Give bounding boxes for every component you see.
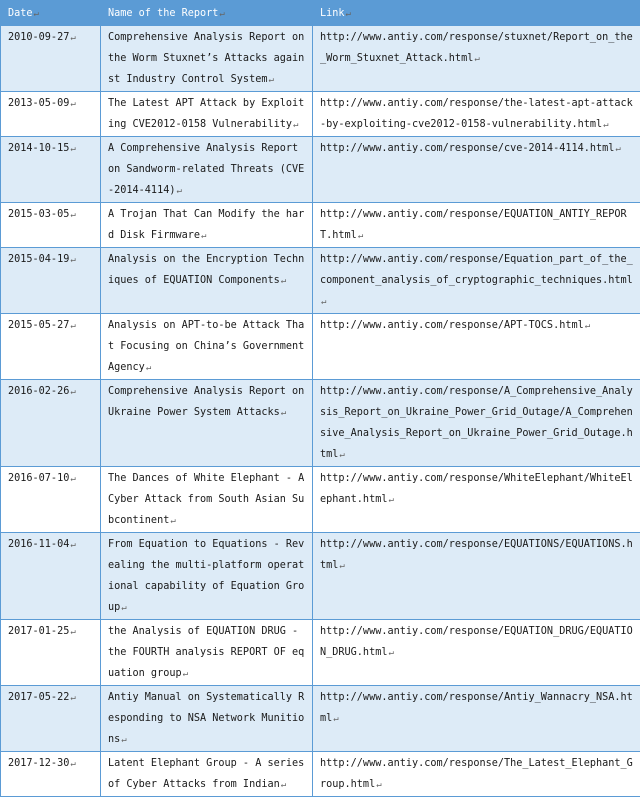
paragraph-mark-icon: ↵	[70, 540, 75, 550]
report-date: 2015-04-19	[8, 254, 69, 265]
link-cell[interactable]	[313, 203, 640, 248]
paragraph-mark-icon: ↵	[70, 387, 75, 397]
report-name-cell	[101, 620, 313, 686]
paragraph-mark-icon: ↵	[281, 780, 286, 790]
date-cell	[1, 620, 101, 686]
header-name: Name of the Report↵	[101, 1, 313, 26]
header-link: Link↵	[313, 1, 640, 26]
paragraph-mark-icon: ↵	[339, 561, 344, 571]
paragraph-mark-icon: ↵	[70, 759, 75, 769]
report-name: Comprehensive Analysis Report on the Worm Stuxnet’s Attacks against Industry Control System	[108, 32, 304, 85]
paragraph-mark-icon: ↵	[70, 321, 75, 331]
table-header	[1, 1, 640, 26]
report-date: 2010-09-27	[8, 32, 69, 43]
paragraph-mark-icon: ↵	[293, 120, 298, 130]
table-body	[1, 26, 640, 797]
report-link[interactable]: http://www.antiy.com/response/stuxnet/Report_on_the_Worm_Stuxnet_Attack.html	[320, 32, 633, 64]
table-row	[1, 26, 640, 92]
paragraph-mark-icon: ↵	[70, 144, 75, 154]
paragraph-mark-icon: ↵	[70, 33, 75, 43]
paragraph-mark-icon: ↵	[70, 693, 75, 703]
paragraph-mark-icon: ↵	[176, 186, 181, 196]
paragraph-mark-icon: ↵	[388, 495, 393, 505]
report-link[interactable]: http://www.antiy.com/response/A_Comprehensive_Analysis_Report_on_Ukraine_Power_Grid_Outage/A_Comprehensive_Analysis_Report_on_Ukraine_Power_Grid_Outage.html	[320, 386, 633, 460]
paragraph-mark-icon: ↵	[70, 627, 75, 637]
report-name-cell	[101, 26, 313, 92]
date-cell	[1, 248, 101, 314]
report-link[interactable]: http://www.antiy.com/response/cve-2014-4114.html	[320, 143, 614, 154]
paragraph-mark-icon: ↵	[281, 408, 286, 418]
report-name: The Latest APT Attack by Exploiting CVE2012-0158 Vulnerability	[108, 98, 304, 130]
paragraph-mark-icon: ↵	[70, 474, 75, 484]
link-cell[interactable]	[313, 380, 640, 467]
report-link[interactable]: http://www.antiy.com/response/WhiteElephant/WhiteElephant.html	[320, 473, 633, 505]
table-row	[1, 380, 640, 467]
report-link[interactable]: http://www.antiy.com/response/EQUATIONS/EQUATIONS.html	[320, 539, 633, 571]
report-name-cell	[101, 203, 313, 248]
report-date: 2016-02-26	[8, 386, 69, 397]
link-cell[interactable]	[313, 248, 640, 314]
paragraph-mark-icon: ↵	[333, 714, 338, 724]
paragraph-mark-icon: ↵	[346, 9, 351, 19]
link-cell[interactable]	[313, 137, 640, 203]
link-cell[interactable]	[313, 752, 640, 797]
paragraph-mark-icon: ↵	[70, 210, 75, 220]
table-row	[1, 203, 640, 248]
report-name: Analysis on the Encryption Techniques of EQUATION Components	[108, 254, 304, 286]
paragraph-mark-icon: ↵	[121, 603, 126, 613]
paragraph-mark-icon: ↵	[358, 231, 363, 241]
report-link[interactable]: http://www.antiy.com/response/EQUATION_ANTIY_REPORT.html	[320, 209, 627, 241]
date-cell	[1, 533, 101, 620]
report-name-cell	[101, 467, 313, 533]
table-row	[1, 314, 640, 380]
date-cell	[1, 26, 101, 92]
report-name: the Analysis of EQUATION DRUG - the FOURTH analysis REPORT OF equation group	[108, 626, 304, 679]
table-row	[1, 467, 640, 533]
table-row	[1, 92, 640, 137]
report-name-cell	[101, 533, 313, 620]
link-cell[interactable]	[313, 467, 640, 533]
paragraph-mark-icon: ↵	[146, 363, 151, 373]
header-date: Date↵	[1, 1, 101, 26]
paragraph-mark-icon: ↵	[70, 99, 75, 109]
report-name: Antiy Manual on Systematically Responding to NSA Network Munitions	[108, 692, 304, 745]
paragraph-mark-icon: ↵	[388, 648, 393, 658]
paragraph-mark-icon: ↵	[34, 9, 39, 19]
link-cell[interactable]	[313, 26, 640, 92]
report-name: The Dances of White Elephant - A Cyber Attack from South Asian Subcontinent	[108, 473, 304, 526]
report-date: 2015-05-27	[8, 320, 69, 331]
paragraph-mark-icon: ↵	[339, 450, 344, 460]
report-link[interactable]: http://www.antiy.com/response/the-latest-apt-attack-by-exploiting-cve2012-0158-vulnerability.html	[320, 98, 633, 130]
date-cell	[1, 203, 101, 248]
paragraph-mark-icon: ↵	[121, 735, 126, 745]
report-name-cell	[101, 752, 313, 797]
table-row	[1, 686, 640, 752]
paragraph-mark-icon: ↵	[281, 276, 286, 286]
paragraph-mark-icon: ↵	[376, 780, 381, 790]
report-link[interactable]: http://www.antiy.com/response/APT-TOCS.html	[320, 320, 584, 331]
link-cell[interactable]	[313, 314, 640, 380]
date-cell	[1, 380, 101, 467]
report-date: 2016-11-04	[8, 539, 69, 550]
paragraph-mark-icon: ↵	[585, 321, 590, 331]
link-cell[interactable]	[313, 92, 640, 137]
paragraph-mark-icon: ↵	[201, 231, 206, 241]
report-link[interactable]: http://www.antiy.com/response/Equation_part_of_the_component_analysis_of_cryptographic_techniques.html	[320, 254, 633, 286]
table-row	[1, 533, 640, 620]
report-name-cell	[101, 686, 313, 752]
report-date: 2017-12-30	[8, 758, 69, 769]
report-date: 2017-01-25	[8, 626, 69, 637]
paragraph-mark-icon: ↵	[70, 255, 75, 265]
report-name: Latent Elephant Group - A series of Cyber Attacks from Indian	[108, 758, 304, 790]
date-cell	[1, 314, 101, 380]
report-date: 2017-05-22	[8, 692, 69, 703]
paragraph-mark-icon: ↵	[183, 669, 188, 679]
paragraph-mark-icon: ↵	[474, 54, 479, 64]
report-date: 2014-10-15	[8, 143, 69, 154]
date-cell	[1, 92, 101, 137]
link-cell[interactable]	[313, 686, 640, 752]
table-row	[1, 620, 640, 686]
report-name: From Equation to Equations - Revealing the multi-platform operational capability of Equation Group	[108, 539, 304, 613]
date-cell	[1, 467, 101, 533]
link-cell[interactable]	[313, 533, 640, 620]
report-name-cell	[101, 137, 313, 203]
table-row	[1, 137, 640, 203]
paragraph-mark-icon: ↵	[603, 120, 608, 130]
paragraph-mark-icon: ↵	[219, 9, 224, 19]
table-row	[1, 752, 640, 797]
report-link[interactable]: http://www.antiy.com/response/Antiy_Wannacry_NSA.html	[320, 692, 633, 724]
report-link[interactable]: http://www.antiy.com/response/EQUATION_DRUG/EQUATION_DRUG.html	[320, 626, 633, 658]
report-date: 2013-05-09	[8, 98, 69, 109]
paragraph-mark-icon: ↵	[321, 297, 326, 307]
report-name-cell	[101, 248, 313, 314]
report-name: A Trojan That Can Modify the hard Disk Firmware	[108, 209, 304, 241]
report-name-cell	[101, 380, 313, 467]
header-row	[1, 1, 640, 26]
date-cell	[1, 137, 101, 203]
report-name: Analysis on APT-to-be Attack That Focusing on China’s Government Agency	[108, 320, 304, 373]
date-cell	[1, 686, 101, 752]
report-name: Comprehensive Analysis Report on Ukraine Power System Attacks	[108, 386, 304, 418]
paragraph-mark-icon: ↵	[615, 144, 620, 154]
report-date: 2015-03-05	[8, 209, 69, 220]
report-name: A Comprehensive Analysis Report on Sandworm-related Threats (CVE-2014-4114)	[108, 143, 304, 196]
report-date: 2016-07-10	[8, 473, 69, 484]
date-cell	[1, 752, 101, 797]
paragraph-mark-icon: ↵	[170, 516, 175, 526]
table-row	[1, 248, 640, 314]
paragraph-mark-icon: ↵	[268, 75, 273, 85]
report-name-cell	[101, 92, 313, 137]
report-link[interactable]: http://www.antiy.com/response/The_Latest_Elephant_Group.html	[320, 758, 633, 790]
link-cell[interactable]	[313, 620, 640, 686]
report-name-cell	[101, 314, 313, 380]
